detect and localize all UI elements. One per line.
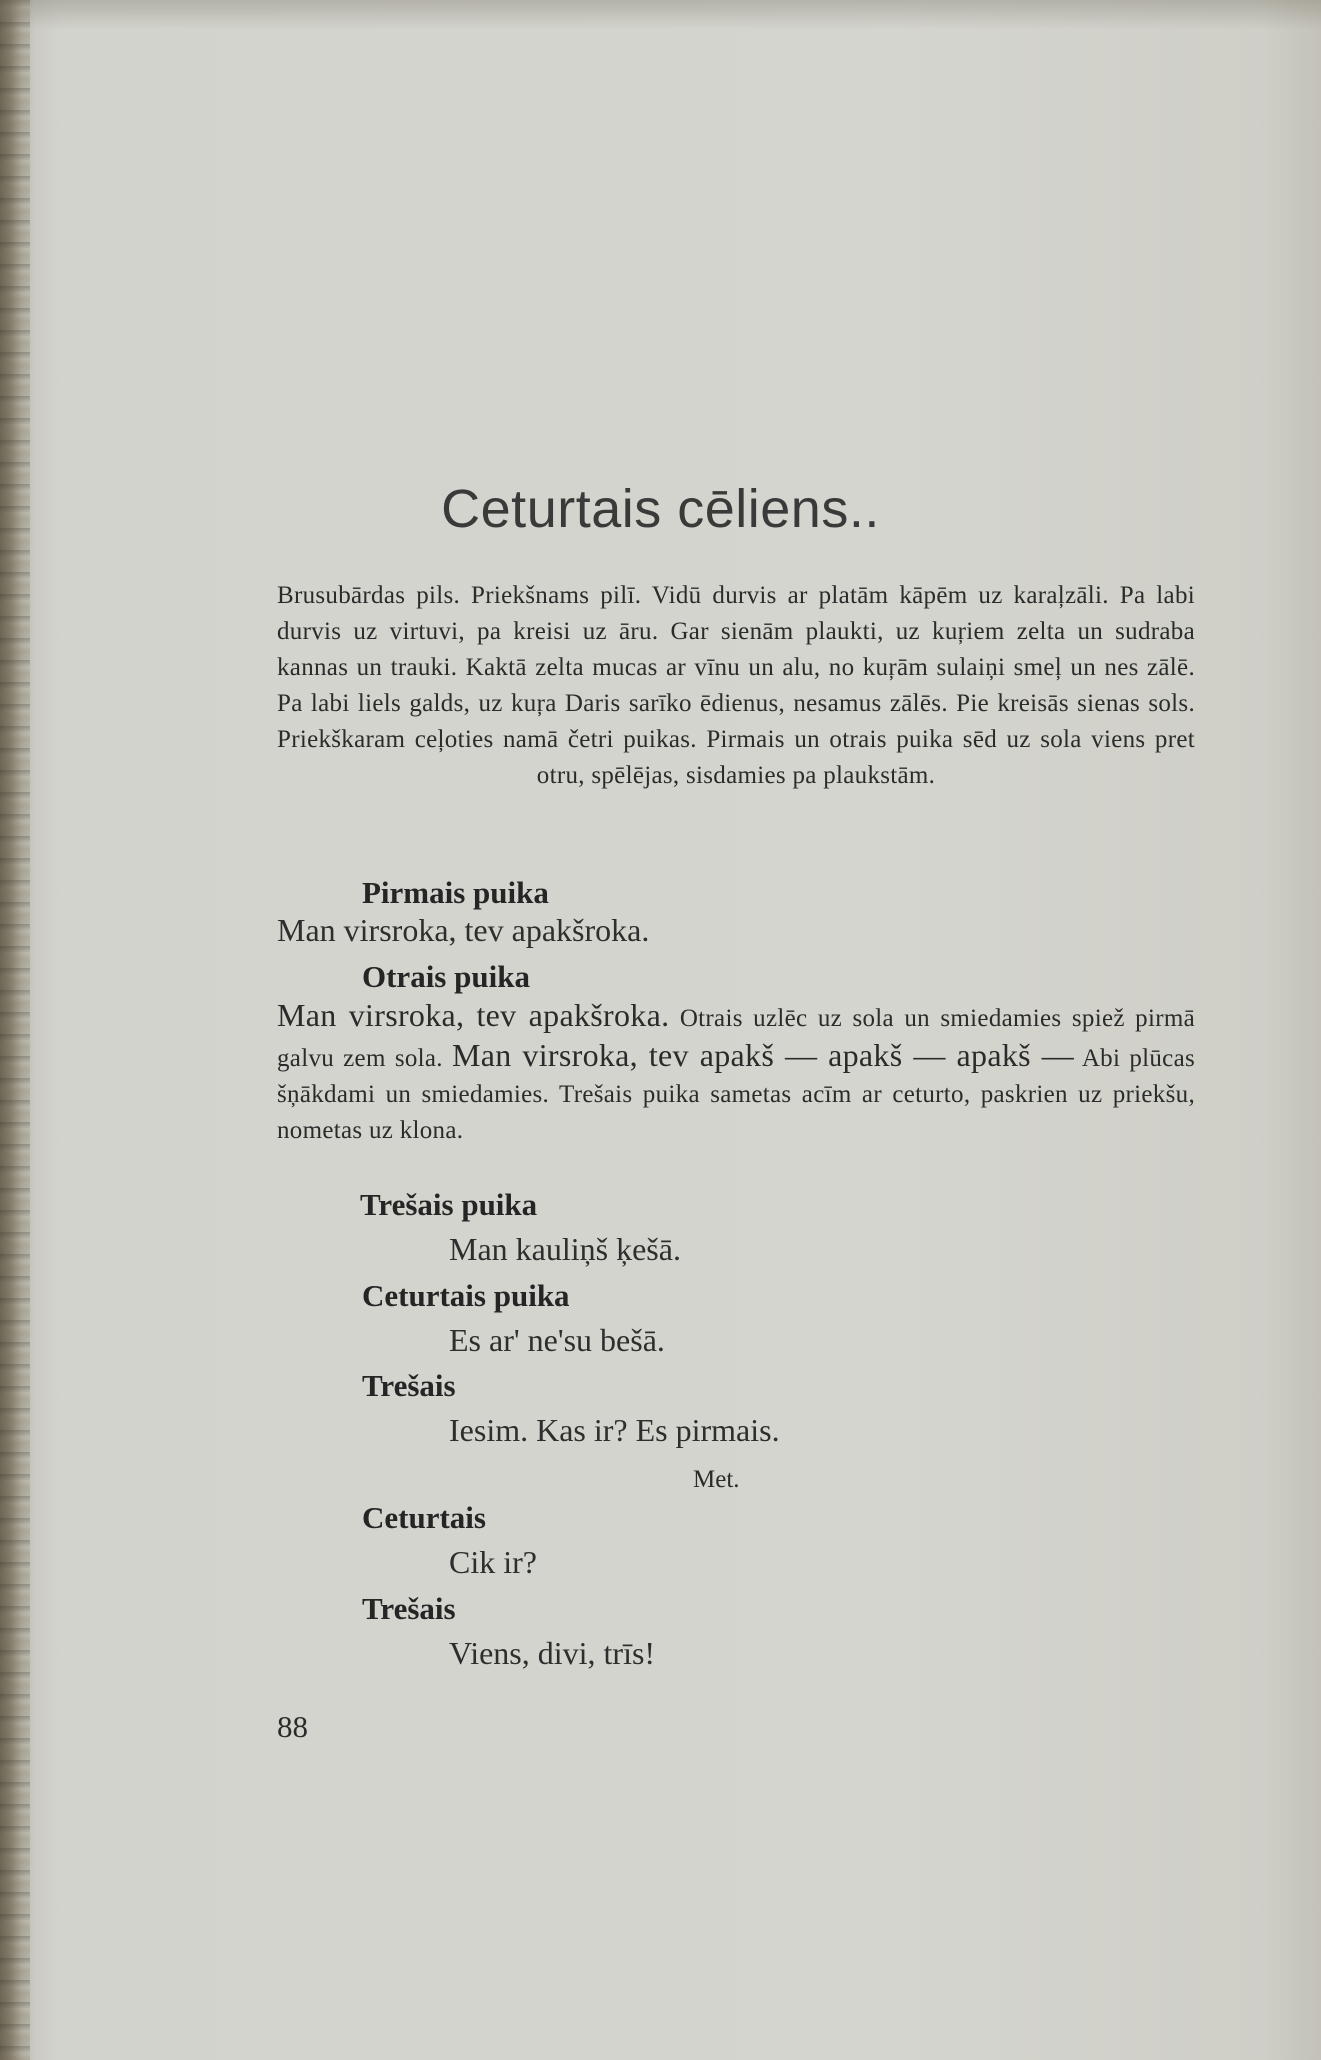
direction-otrais-uzlec: Otrais uzlēc uz sola un smiedamies spiež pirmā galvu zem sola. [277, 1005, 1195, 1072]
speaker-ceturtais-puika: Ceturtais puika [362, 1278, 570, 1313]
line-ceturtais-cik: Cik ir? [449, 1544, 537, 1580]
speaker-tresais-2: Trešais [362, 1591, 456, 1626]
stage-direction: Brusubārdas pils. Priekšnams pilī. Vidū durvis ar platām kāpēm uz karaļzāli. Pa labi durvis uz virtuvi, pa kreisi uz āru. Gar sienām plaukti, uz kuŗiem zelta un sudraba kannas un trauki. Kaktā zelta mucas ar vīnu un alu, no kuŗām sulaiņi smeļ un nes zālē. Pa labi liels galds, uz kuŗa Daris sarīko ēdienus, nesamus zālēs. Pie kreisās sienas sols. Priekškaram ceļoties namā četri puikas. Pirmais un otrais puika sēd uz sola viens pret otru, spēlējas, sisdamies pa plaukstām. [277, 582, 1195, 789]
speaker-otrais-puika: Otrais puika [362, 959, 530, 994]
book-spine-edge [0, 0, 30, 2060]
line-ceturtais-puika: Es ar' ne'su bešā. [449, 1322, 665, 1358]
direction-abi-plucas: Abi plūcas šņākdami un smiedamies. Trešais puika sametas acīm ar ceturto, paskrien uz priekšu, nometas uz klona. [277, 1045, 1196, 1144]
line-otrais-puika-2: Man virsroka, tev apakš — apakš — apakš — [451, 1037, 1075, 1073]
speaker-ceturtais: Ceturtais [362, 1500, 486, 1535]
speaker-tresais-puika: Trešais puika [360, 1187, 538, 1222]
stage-direction-met: Met. [693, 1466, 740, 1493]
line-tresais-iesim: Iesim. Kas ir? Es pirmais. [449, 1412, 780, 1448]
line-otrais-puika-1: Man virsroka, tev apakšroka. [277, 997, 670, 1033]
act-title: Ceturtais cēliens.. [441, 479, 880, 539]
otrais-puika-block [277, 997, 1195, 1149]
line-pirmais-puika: Man virsroka, tev apakšroka. [277, 912, 650, 948]
speaker-pirmais-puika: Pirmais puika [362, 875, 549, 910]
line-tresais-puika: Man kauliņš ķešā. [449, 1231, 681, 1267]
page-number: 88 [277, 1709, 308, 1744]
speaker-tresais: Trešais [362, 1368, 456, 1403]
page-top-shadow [0, 0, 1321, 30]
line-tresais-viens: Viens, divi, trīs! [449, 1635, 656, 1671]
